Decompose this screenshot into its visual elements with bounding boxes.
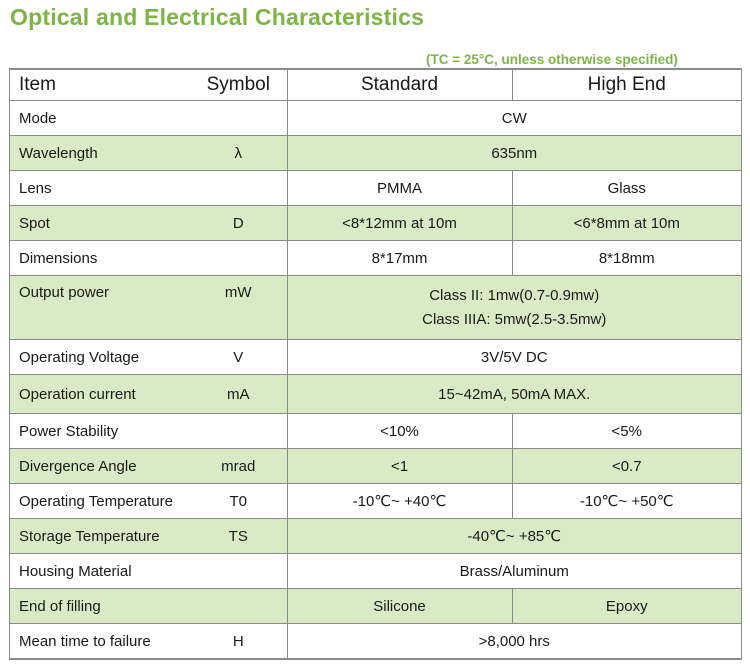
row-standard: Silicone <box>287 589 512 624</box>
row-symbol: mW <box>190 276 287 340</box>
conditions-note: (TC = 25°C, unless otherwise specified) <box>426 52 678 67</box>
row-item: Output power <box>10 276 190 340</box>
row-item: Mean time to failure <box>10 624 190 659</box>
table-row <box>10 136 741 171</box>
row-item: Lens <box>10 171 190 206</box>
row-high-end: <5% <box>512 414 741 449</box>
row-value: Brass/Aluminum <box>287 554 741 589</box>
row-item: Spot <box>10 206 190 241</box>
table-row <box>10 414 741 449</box>
row-symbol <box>190 554 287 589</box>
row-item: Dimensions <box>10 241 190 276</box>
row-item: Divergence Angle <box>10 449 190 484</box>
row-high-end: -10℃~ +50℃ <box>512 484 741 519</box>
table-row <box>10 375 741 414</box>
row-symbol: V <box>190 340 287 375</box>
row-symbol <box>190 241 287 276</box>
output-power-line-2: Class IIIA: 5mw(2.5-3.5mw) <box>422 310 607 328</box>
row-symbol <box>190 171 287 206</box>
header-symbol: Symbol <box>190 70 287 101</box>
table-row <box>10 276 741 340</box>
table-row <box>10 449 741 484</box>
row-symbol: λ <box>190 136 287 171</box>
row-symbol: mrad <box>190 449 287 484</box>
table-row <box>10 241 741 276</box>
row-item: Power Stability <box>10 414 190 449</box>
row-value: 15~42mA, 50mA MAX. <box>287 375 741 414</box>
row-high-end: <6*8mm at 10m <box>512 206 741 241</box>
characteristics-table <box>10 69 741 659</box>
row-value: 3V/5V DC <box>287 340 741 375</box>
row-standard: <10% <box>287 414 512 449</box>
header-item: Item <box>10 70 190 101</box>
row-value: -40℃~ +85℃ <box>287 519 741 554</box>
row-standard: <8*12mm at 10m <box>287 206 512 241</box>
row-value <box>287 276 741 340</box>
table-row <box>10 340 741 375</box>
row-item: Mode <box>10 101 190 136</box>
row-value: >8,000 hrs <box>287 624 741 659</box>
row-standard: PMMA <box>287 171 512 206</box>
row-symbol: H <box>190 624 287 659</box>
row-value: 635nm <box>287 136 741 171</box>
row-high-end: 8*18mm <box>512 241 741 276</box>
row-symbol: TS <box>190 519 287 554</box>
table-header-row <box>10 70 741 101</box>
row-item: Wavelength <box>10 136 190 171</box>
row-item: Operation current <box>10 375 190 414</box>
row-symbol: T0 <box>190 484 287 519</box>
table-row <box>10 484 741 519</box>
table-row <box>10 519 741 554</box>
row-standard: <1 <box>287 449 512 484</box>
row-item: Operating Voltage <box>10 340 190 375</box>
row-symbol: mA <box>190 375 287 414</box>
row-item: Storage Temperature <box>10 519 190 554</box>
row-symbol: D <box>190 206 287 241</box>
row-standard: -10℃~ +40℃ <box>287 484 512 519</box>
row-symbol <box>190 414 287 449</box>
table-row <box>10 206 741 241</box>
table-row <box>10 554 741 589</box>
table-row <box>10 624 741 659</box>
page-title: Optical and Electrical Characteristics <box>10 4 425 30</box>
row-item: Operating Temperature <box>10 484 190 519</box>
row-high-end: Epoxy <box>512 589 741 624</box>
table-row <box>10 589 741 624</box>
row-item: Housing Material <box>10 554 190 589</box>
row-high-end: Glass <box>512 171 741 206</box>
output-power-line-1: Class II: 1mw(0.7-0.9mw) <box>429 286 600 304</box>
header-high-end: High End <box>512 70 741 101</box>
row-symbol <box>190 589 287 624</box>
row-value: CW <box>287 101 741 136</box>
row-high-end: <0.7 <box>512 449 741 484</box>
row-standard: 8*17mm <box>287 241 512 276</box>
row-symbol <box>190 101 287 136</box>
table-row <box>10 171 741 206</box>
table-row <box>10 101 741 136</box>
header-standard: Standard <box>287 70 512 101</box>
row-item: End of filling <box>10 589 190 624</box>
